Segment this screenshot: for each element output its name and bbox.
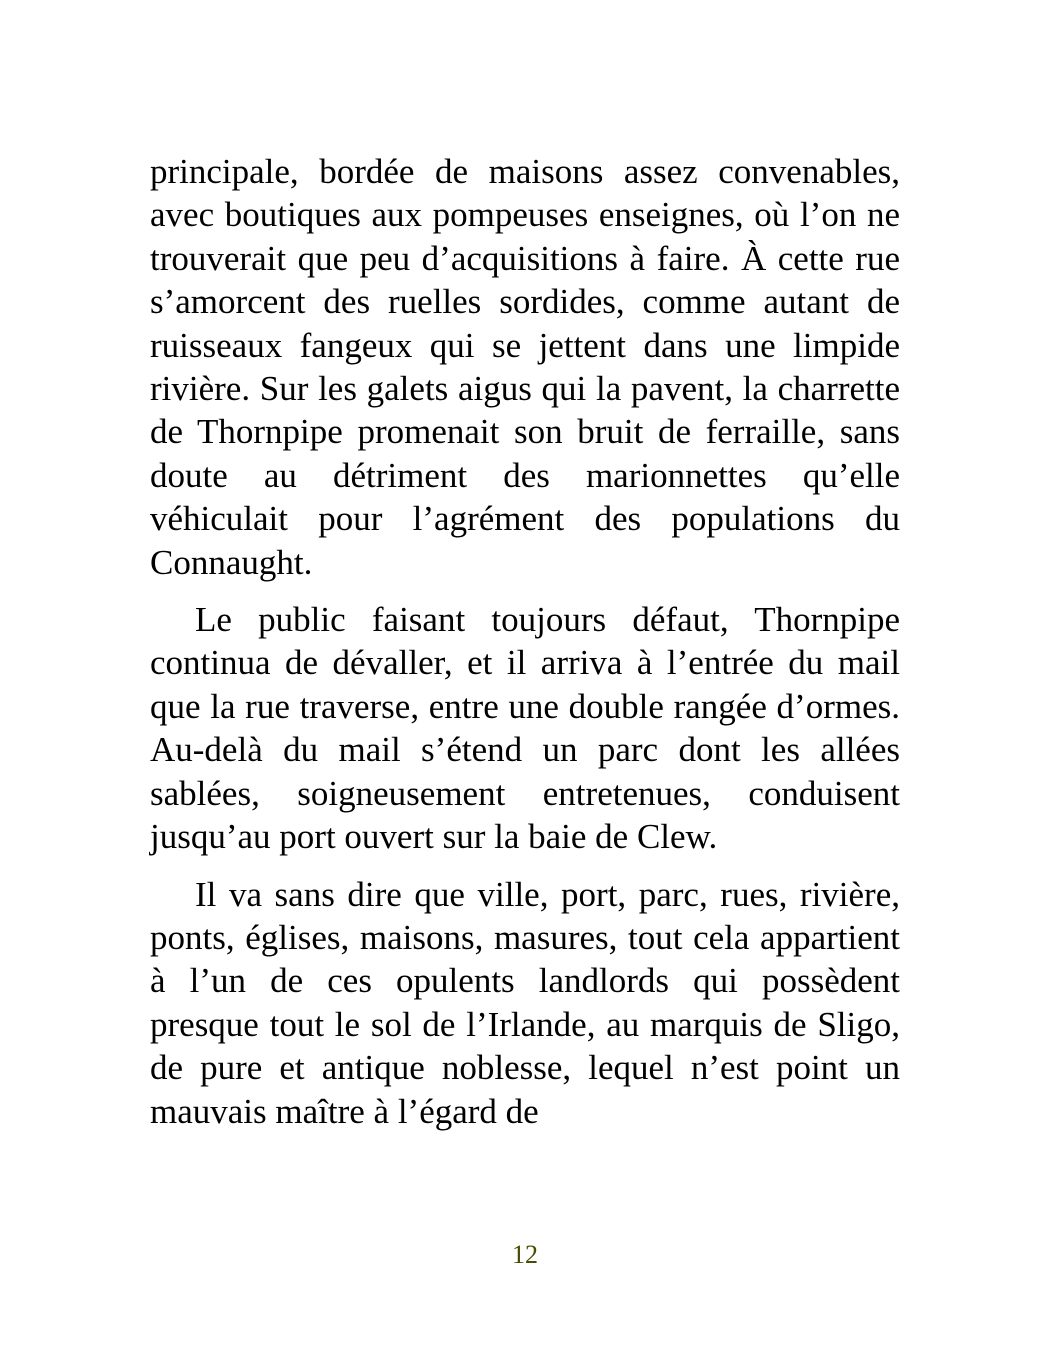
paragraph-continuation: principale, bordée de maisons assez convenables, avec boutiques aux pompeuses enseignes, où l’on ne trouverait que peu d’acquisitions à faire. À cette rue s’amorcent des ruelles sordides, comme autant de ruisseaux fangeux qui se jettent dans une limpide rivière. Sur les galets aigus qui la pavent, la charrette de Thornpipe promenait son bruit de ferraille, sans doute au détriment des marionnettes qu’elle véhiculait pour l’agrément des populations du Connaught. (150, 152, 900, 582)
page-body (150, 150, 900, 1147)
paragraph-marquis-sligo: Il va sans dire que ville, port, parc, rues, rivière, ponts, églises, maisons, masures, tout cela appartient à l’un de ces opulents landlords qui possèdent presque tout le sol de l’Irlande, au marquis de Sligo, de pure et antique noblesse, lequel n’est point un mauvais maître à l’égard de (150, 874, 900, 1131)
page-number: 12 (512, 1240, 538, 1269)
paragraph-thornpipe-mail: Le public faisant toujours défaut, Thornpipe continua de dévaller, et il arriva à l’entrée du mail que la rue traverse, entre une double rangée d’ormes. Au-delà du mail s’étend un parc dont les allées sablées, soigneusement entretenues, conduisent jusqu’au port ouvert sur la baie de Clew. (150, 600, 900, 857)
